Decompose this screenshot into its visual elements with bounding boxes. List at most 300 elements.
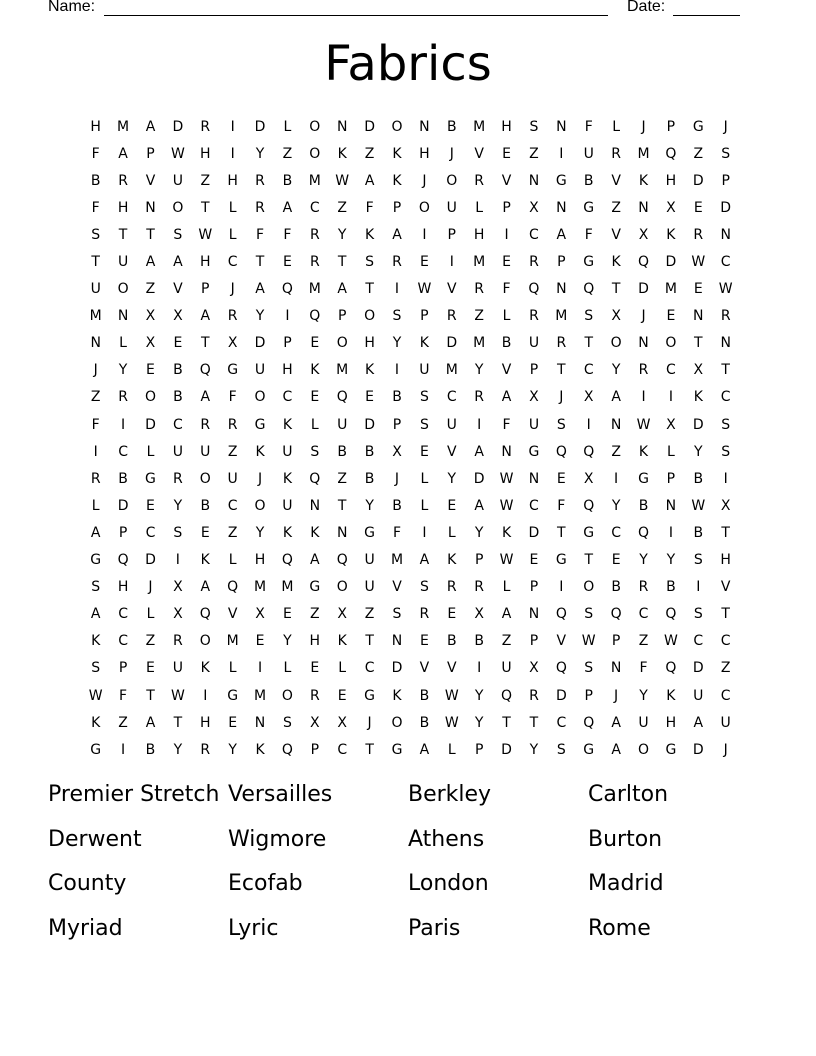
grid-letter: O bbox=[199, 470, 211, 487]
grid-letter: R bbox=[173, 633, 183, 650]
grid-letter: B bbox=[611, 579, 621, 596]
grid-letter: I bbox=[394, 362, 400, 379]
grid-letter: N bbox=[720, 335, 731, 352]
grid-letter: V bbox=[720, 579, 731, 596]
grid-letter: R bbox=[446, 579, 457, 596]
grid-letter: D bbox=[473, 470, 485, 487]
grid-letter: W bbox=[499, 470, 514, 487]
grid-letter: X bbox=[337, 606, 347, 623]
grid-letter: E bbox=[502, 254, 511, 271]
grid-letter: Q bbox=[665, 606, 677, 623]
grid-letter: V bbox=[474, 145, 484, 162]
grid-letter: D bbox=[692, 172, 704, 189]
grid-letter: N bbox=[528, 470, 540, 487]
grid-letter: T bbox=[502, 714, 511, 731]
grid-letter: A bbox=[611, 741, 621, 758]
grid-letter: Q bbox=[227, 579, 239, 596]
grid-letter: F bbox=[91, 145, 100, 162]
grid-letter: X bbox=[173, 579, 183, 596]
grid-letter: S bbox=[584, 606, 594, 623]
grid-letter: C bbox=[227, 254, 238, 271]
grid-letter: I bbox=[668, 524, 673, 541]
grid-letter: P bbox=[420, 308, 429, 325]
grid-letter: I bbox=[394, 281, 400, 298]
grid-letter: S bbox=[556, 416, 566, 433]
grid-letter: M bbox=[390, 552, 404, 569]
grid-letter: F bbox=[502, 416, 511, 433]
grid-letter: M bbox=[253, 687, 267, 704]
grid-letter: V bbox=[392, 579, 402, 596]
grid-letter: L bbox=[228, 552, 237, 569]
grid-letter: M bbox=[473, 118, 486, 135]
grid-letter: T bbox=[557, 362, 566, 379]
grid-letter: B bbox=[474, 633, 484, 650]
grid-letter: W bbox=[444, 714, 459, 731]
grid-letter: K bbox=[365, 226, 375, 243]
grid-letter: N bbox=[610, 416, 622, 433]
grid-letter: W bbox=[335, 172, 350, 189]
grid-letter: L bbox=[420, 470, 429, 487]
grid-letter: R bbox=[474, 281, 485, 298]
grid-letter: B bbox=[392, 497, 402, 514]
grid-letter: C bbox=[282, 389, 293, 406]
grid-letter: Q bbox=[555, 443, 567, 460]
word-list-item: County bbox=[48, 871, 127, 896]
grid-letter: O bbox=[309, 118, 321, 135]
grid-letter: F bbox=[392, 524, 402, 541]
grid-letter: X bbox=[145, 308, 156, 325]
grid-letter: B bbox=[583, 172, 594, 189]
grid-letter: K bbox=[447, 552, 457, 569]
grid-letter: Y bbox=[118, 362, 128, 379]
grid-letter: F bbox=[283, 226, 292, 243]
grid-letter: I bbox=[586, 416, 591, 433]
grid-letter: N bbox=[556, 281, 567, 298]
grid-letter: X bbox=[529, 199, 539, 216]
grid-letter: E bbox=[255, 633, 265, 650]
grid-letter: K bbox=[419, 335, 429, 352]
grid-letter: F bbox=[91, 199, 100, 216]
grid-letter: C bbox=[720, 687, 731, 704]
grid-letter: R bbox=[118, 389, 128, 406]
grid-letter: L bbox=[475, 199, 484, 216]
grid-letter: X bbox=[310, 714, 320, 731]
grid-letter: M bbox=[308, 172, 321, 189]
grid-letter: T bbox=[146, 226, 155, 243]
grid-letter: I bbox=[121, 741, 126, 758]
grid-letter: B bbox=[173, 362, 183, 379]
grid-letter: P bbox=[666, 470, 676, 487]
grid-letter: U bbox=[200, 443, 211, 460]
grid-letter: K bbox=[91, 633, 101, 650]
grid-letter: J bbox=[148, 579, 153, 596]
grid-letter: X bbox=[337, 714, 347, 731]
grid-letter: C bbox=[118, 443, 128, 460]
name-line[interactable] bbox=[104, 15, 608, 16]
grid-letter: U bbox=[337, 416, 348, 433]
grid-letter: E bbox=[310, 660, 320, 677]
word-list-item: Ecofab bbox=[228, 871, 303, 896]
grid-letter: W bbox=[499, 497, 514, 514]
grid-letter: N bbox=[720, 226, 731, 243]
grid-letter: Y bbox=[474, 714, 484, 731]
grid-letter: Z bbox=[611, 443, 621, 460]
grid-letter: M bbox=[308, 281, 321, 298]
grid-letter: C bbox=[720, 633, 731, 650]
grid-letter: R bbox=[529, 687, 539, 704]
grid-letter: E bbox=[146, 660, 155, 677]
grid-letter: S bbox=[365, 254, 375, 271]
grid-letter: J bbox=[641, 118, 646, 135]
grid-letter: F bbox=[256, 226, 265, 243]
grid-letter: E bbox=[337, 687, 347, 704]
grid-letter: W bbox=[88, 687, 103, 704]
grid-letter: X bbox=[666, 199, 676, 216]
grid-letter: Z bbox=[282, 145, 293, 162]
grid-letter: R bbox=[309, 687, 320, 704]
grid-letter: U bbox=[172, 172, 183, 189]
grid-letter: C bbox=[529, 497, 539, 514]
grid-letter: D bbox=[528, 524, 540, 541]
grid-letter: J bbox=[230, 281, 235, 298]
grid-letter: M bbox=[89, 308, 102, 325]
grid-letter: Z bbox=[364, 606, 375, 623]
grid-letter: Z bbox=[337, 470, 347, 487]
grid-letter: R bbox=[720, 308, 731, 325]
grid-letter: S bbox=[584, 308, 594, 325]
grid-letter: V bbox=[419, 660, 430, 677]
grid-letter: S bbox=[91, 579, 101, 596]
grid-letter: B bbox=[638, 497, 649, 514]
grid-letter: I bbox=[203, 687, 208, 704]
grid-letter: D bbox=[638, 281, 649, 298]
grid-letter: I bbox=[257, 660, 263, 677]
grid-letter: R bbox=[638, 579, 649, 596]
grid-letter: R bbox=[556, 335, 567, 352]
grid-letter: N bbox=[528, 606, 540, 623]
grid-letter: W bbox=[444, 687, 459, 704]
grid-letter: I bbox=[477, 416, 482, 433]
grid-letter: G bbox=[555, 172, 567, 189]
grid-letter: U bbox=[364, 552, 375, 569]
grid-letter: H bbox=[282, 362, 293, 379]
grid-letter: W bbox=[417, 281, 432, 298]
grid-letter: Q bbox=[117, 552, 129, 569]
grid-letter: X bbox=[145, 335, 156, 352]
grid-letter: F bbox=[557, 497, 566, 514]
grid-letter: X bbox=[720, 497, 731, 514]
grid-letter: Z bbox=[118, 714, 128, 731]
grid-letter: C bbox=[364, 660, 375, 677]
grid-letter: B bbox=[90, 172, 101, 189]
grid-letter: N bbox=[145, 199, 156, 216]
word-list-item: Lyric bbox=[228, 915, 279, 941]
grid-letter: C bbox=[309, 199, 320, 216]
grid-letter: I bbox=[723, 470, 728, 487]
grid-letter: O bbox=[418, 199, 430, 216]
grid-letter: I bbox=[559, 579, 564, 596]
word-list-item: Berkley bbox=[408, 782, 492, 807]
grid-letter: U bbox=[528, 416, 540, 433]
grid-letter: S bbox=[721, 145, 731, 162]
grid-letter: C bbox=[337, 741, 348, 758]
grid-letter: Q bbox=[555, 660, 567, 677]
grid-letter: W bbox=[198, 226, 213, 243]
grid-letter: E bbox=[447, 497, 457, 514]
grid-letter: R bbox=[529, 254, 539, 271]
grid-letter: C bbox=[529, 226, 539, 243]
grid-letter: S bbox=[173, 226, 183, 243]
grid-letter: R bbox=[227, 416, 238, 433]
grid-letter: F bbox=[502, 281, 511, 298]
grid-letter: O bbox=[391, 714, 403, 731]
grid-letter: D bbox=[720, 199, 732, 216]
grid-letter: B bbox=[200, 497, 211, 514]
grid-letter: K bbox=[638, 443, 649, 460]
grid-letter: O bbox=[281, 687, 293, 704]
grid-letter: H bbox=[501, 118, 512, 135]
grid-letter: A bbox=[90, 606, 101, 623]
grid-letter: G bbox=[555, 552, 567, 569]
grid-letter: C bbox=[666, 362, 676, 379]
grid-letter: O bbox=[391, 118, 403, 135]
grid-letter: L bbox=[146, 606, 155, 623]
grid-letter: X bbox=[666, 416, 676, 433]
grid-letter: G bbox=[391, 741, 403, 758]
grid-letter: U bbox=[638, 714, 649, 731]
date-line[interactable] bbox=[673, 15, 740, 16]
grid-letter: L bbox=[502, 579, 511, 596]
grid-letter: Z bbox=[501, 633, 512, 650]
grid-letter: O bbox=[254, 389, 266, 406]
grid-letter: M bbox=[555, 308, 568, 325]
grid-letter: H bbox=[665, 172, 677, 189]
grid-letter: T bbox=[721, 524, 730, 541]
grid-letter: V bbox=[556, 633, 567, 650]
grid-letter: I bbox=[422, 226, 427, 243]
grid-letter: H bbox=[90, 118, 101, 135]
grid-letter: E bbox=[419, 633, 429, 650]
grid-letter: M bbox=[253, 579, 267, 596]
grid-letter: P bbox=[502, 199, 511, 216]
grid-letter: S bbox=[556, 741, 566, 758]
grid-letter: U bbox=[446, 199, 457, 216]
grid-letter: S bbox=[282, 714, 292, 731]
grid-letter: V bbox=[501, 172, 512, 189]
grid-letter: Z bbox=[720, 660, 731, 677]
grid-letter: P bbox=[201, 281, 210, 298]
grid-letter: Q bbox=[665, 660, 677, 677]
grid-letter: L bbox=[310, 416, 319, 433]
grid-letter: T bbox=[611, 281, 621, 298]
grid-letter: L bbox=[447, 524, 456, 541]
grid-letter: A bbox=[200, 389, 211, 406]
grid-letter: Y bbox=[255, 308, 265, 325]
grid-letter: J bbox=[641, 308, 646, 325]
grid-letter: F bbox=[584, 226, 593, 243]
grid-letter: H bbox=[199, 254, 211, 271]
grid-letter: I bbox=[422, 524, 427, 541]
grid-letter: G bbox=[254, 416, 266, 433]
grid-letter: I bbox=[668, 389, 673, 406]
grid-letter: Y bbox=[447, 470, 457, 487]
grid-letter: W bbox=[691, 497, 706, 514]
grid-letter: I bbox=[230, 118, 235, 135]
grid-letter: O bbox=[446, 172, 458, 189]
grid-letter: P bbox=[146, 145, 155, 162]
grid-letter: D bbox=[692, 416, 704, 433]
grid-letter: G bbox=[145, 470, 156, 487]
grid-letter: T bbox=[694, 335, 703, 352]
grid-letter: V bbox=[145, 172, 156, 189]
grid-letter: P bbox=[666, 118, 676, 135]
grid-letter: D bbox=[117, 497, 129, 514]
grid-letter: V bbox=[611, 172, 621, 189]
grid-letter: R bbox=[255, 199, 265, 216]
grid-letter: D bbox=[254, 335, 266, 352]
grid-letter: Z bbox=[145, 281, 156, 298]
grid-letter: A bbox=[200, 308, 211, 325]
grid-letter: Z bbox=[693, 145, 704, 162]
grid-letter: I bbox=[285, 308, 290, 325]
grid-letter: V bbox=[446, 443, 457, 460]
grid-letter: V bbox=[446, 281, 457, 298]
grid-letter: N bbox=[336, 118, 348, 135]
grid-letter: N bbox=[556, 199, 567, 216]
grid-letter: R bbox=[529, 308, 539, 325]
grid-letter: R bbox=[474, 172, 485, 189]
grid-letter: X bbox=[392, 443, 402, 460]
grid-letter: U bbox=[172, 443, 183, 460]
grid-letter: R bbox=[90, 470, 101, 487]
grid-letter: S bbox=[584, 660, 594, 677]
grid-letter: B bbox=[173, 389, 183, 406]
grid-letter: Q bbox=[637, 524, 650, 541]
grid-letter: U bbox=[419, 362, 430, 379]
word-list-item: Versailles bbox=[228, 782, 333, 807]
grid-letter: G bbox=[583, 254, 595, 271]
grid-letter: Q bbox=[583, 497, 595, 514]
grid-letter: Y bbox=[639, 552, 648, 569]
grid-letter: Q bbox=[555, 606, 567, 623]
grid-letter: S bbox=[310, 443, 320, 460]
grid-letter: E bbox=[419, 254, 429, 271]
grid-letter: V bbox=[611, 226, 621, 243]
grid-letter: N bbox=[501, 443, 512, 460]
grid-letter: F bbox=[228, 389, 237, 406]
grid-letter: B bbox=[282, 172, 293, 189]
grid-letter: T bbox=[529, 714, 539, 731]
grid-letter: X bbox=[611, 308, 621, 325]
grid-letter: E bbox=[419, 443, 429, 460]
grid-letter: N bbox=[638, 335, 649, 352]
grid-letter: A bbox=[90, 524, 101, 541]
grid-letter: A bbox=[611, 389, 621, 406]
grid-letter: W bbox=[718, 281, 733, 298]
grid-letter: E bbox=[666, 308, 676, 325]
word-list-item: Rome bbox=[588, 915, 651, 941]
grid-letter: R bbox=[309, 254, 320, 271]
grid-letter: D bbox=[364, 118, 375, 135]
grid-letter: Z bbox=[364, 145, 375, 162]
grid-letter: M bbox=[226, 633, 239, 650]
grid-letter: S bbox=[419, 389, 429, 406]
grid-letter: S bbox=[693, 552, 703, 569]
grid-letter: I bbox=[121, 416, 126, 433]
grid-letter: C bbox=[638, 606, 649, 623]
grid-letter: T bbox=[584, 552, 593, 569]
grid-letter: X bbox=[255, 606, 265, 623]
grid-letter: L bbox=[666, 443, 675, 460]
grid-letter: G bbox=[227, 362, 239, 379]
grid-letter: V bbox=[501, 362, 512, 379]
grid-letter: A bbox=[419, 552, 430, 569]
grid-letter: N bbox=[556, 118, 567, 135]
grid-letter: U bbox=[364, 579, 375, 596]
grid-letter: M bbox=[473, 335, 486, 352]
grid-letter: Q bbox=[309, 308, 321, 325]
grid-letter: G bbox=[528, 443, 540, 460]
grid-letter: P bbox=[337, 308, 347, 325]
grid-letter: R bbox=[227, 308, 238, 325]
grid-letter: D bbox=[364, 416, 375, 433]
grid-letter: N bbox=[610, 660, 622, 677]
grid-letter: L bbox=[612, 118, 621, 135]
grid-letter: C bbox=[720, 389, 731, 406]
grid-letter: T bbox=[557, 524, 566, 541]
grid-letter: K bbox=[501, 524, 512, 541]
word-list-item: Paris bbox=[408, 915, 461, 941]
grid-letter: I bbox=[449, 254, 454, 271]
grid-letter: L bbox=[91, 497, 100, 514]
grid-letter: A bbox=[145, 254, 156, 271]
grid-letter: K bbox=[282, 416, 293, 433]
grid-letter: Y bbox=[173, 741, 183, 758]
grid-letter: Q bbox=[583, 714, 595, 731]
grid-letter: R bbox=[118, 172, 128, 189]
grid-letter: P bbox=[529, 633, 539, 650]
grid-letter: K bbox=[693, 389, 703, 406]
word-list-item: Carlton bbox=[588, 782, 669, 807]
grid-letter: H bbox=[309, 633, 321, 650]
grid-letter: R bbox=[446, 308, 457, 325]
grid-letter: Y bbox=[611, 497, 621, 514]
grid-letter: A bbox=[118, 145, 128, 162]
grid-letter: D bbox=[145, 552, 156, 569]
grid-letter: I bbox=[504, 226, 509, 243]
grid-letter: R bbox=[200, 416, 211, 433]
grid-letter: S bbox=[392, 308, 402, 325]
grid-letter: M bbox=[473, 254, 486, 271]
grid-letter: K bbox=[255, 741, 265, 758]
grid-letter: Y bbox=[474, 687, 484, 704]
grid-letter: O bbox=[254, 497, 266, 514]
grid-letter: W bbox=[499, 552, 514, 569]
grid-letter: R bbox=[474, 579, 485, 596]
grid-letter: A bbox=[200, 579, 211, 596]
grid-letter: S bbox=[721, 416, 731, 433]
grid-letter: D bbox=[501, 741, 512, 758]
grid-letter: L bbox=[228, 226, 237, 243]
grid-letter: L bbox=[502, 308, 511, 325]
grid-letter: Q bbox=[528, 281, 540, 298]
grid-letter: K bbox=[666, 687, 676, 704]
grid-letter: B bbox=[364, 443, 375, 460]
grid-letter: E bbox=[556, 470, 566, 487]
grid-letter: E bbox=[365, 389, 375, 406]
grid-letter: I bbox=[696, 579, 701, 596]
grid-letter: P bbox=[584, 687, 593, 704]
